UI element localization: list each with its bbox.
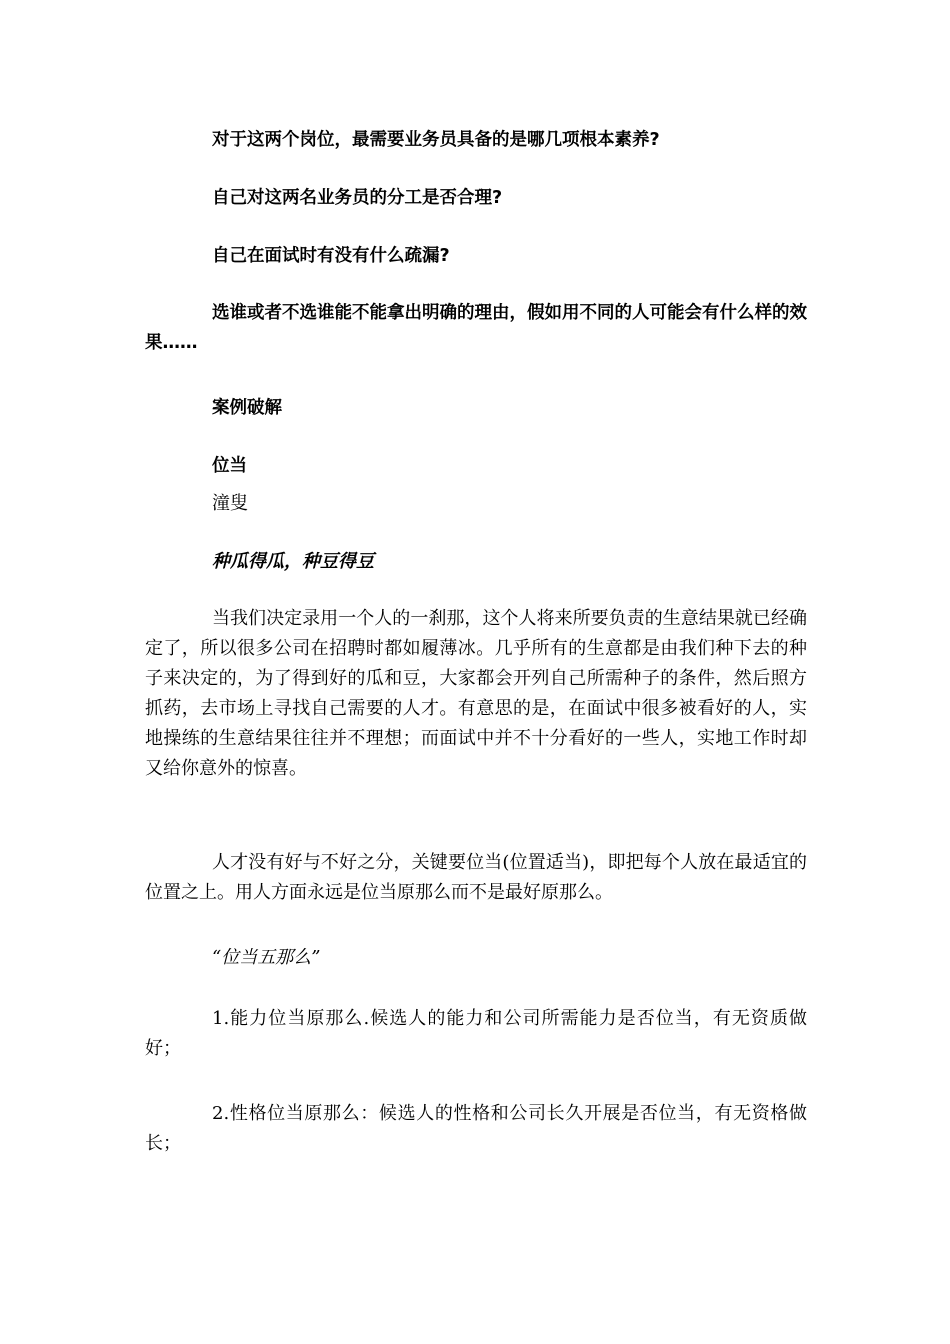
section-title: 案例破解	[212, 398, 282, 418]
author-name: 潼叟	[212, 493, 248, 514]
question-4: 选谁或者不选谁能不能拿出明确的理由，假如用不同的人可能会有什么样的效果……	[145, 303, 807, 353]
question-2: 自己对这两名业务员的分工是否合理?	[212, 188, 503, 208]
list-item-1: 1.能力位当原那么.候选人的能力和公司所需能力是否位当，有无资质做好；	[145, 1008, 807, 1059]
article-title: 位当	[212, 456, 247, 476]
question-1: 对于这两个岗位，最需要业务员具备的是哪几项根本素养?	[212, 130, 660, 150]
body-paragraph-1: 当我们决定录用一个人的一刹那，这个人将来所要负责的生意结果就已经确定了，所以很多公司在招聘时都如履薄冰。几乎所有的生意都是由我们种下去的种子来决定的，为了得到好的瓜和豆，大家都会开列自己所需种子的条件，然后照方抓药，去市场上寻找自己需要的人才。有意思的是，在面试中很多被看好的人，实地操练的生意结果往往并不理想；而面试中并不十分看好的一些人，实地工作时却又给你意外的惊喜。	[145, 608, 807, 779]
question-3: 自己在面试时有没有什么疏漏?	[212, 246, 450, 266]
list-item-2: 2.性格位当原那么：候选人的性格和公司长久开展是否位当，有无资格做长；	[145, 1103, 807, 1154]
subheading: 种瓜得瓜，种豆得豆	[212, 551, 374, 572]
quote-title: “位当五那么”	[212, 947, 321, 968]
body-paragraph-2: 人才没有好与不好之分，关键要位当(位置适当)，即把每个人放在最适宜的位置之上。用人方面永远是位当原那么而不是最好原那么。	[145, 852, 807, 903]
